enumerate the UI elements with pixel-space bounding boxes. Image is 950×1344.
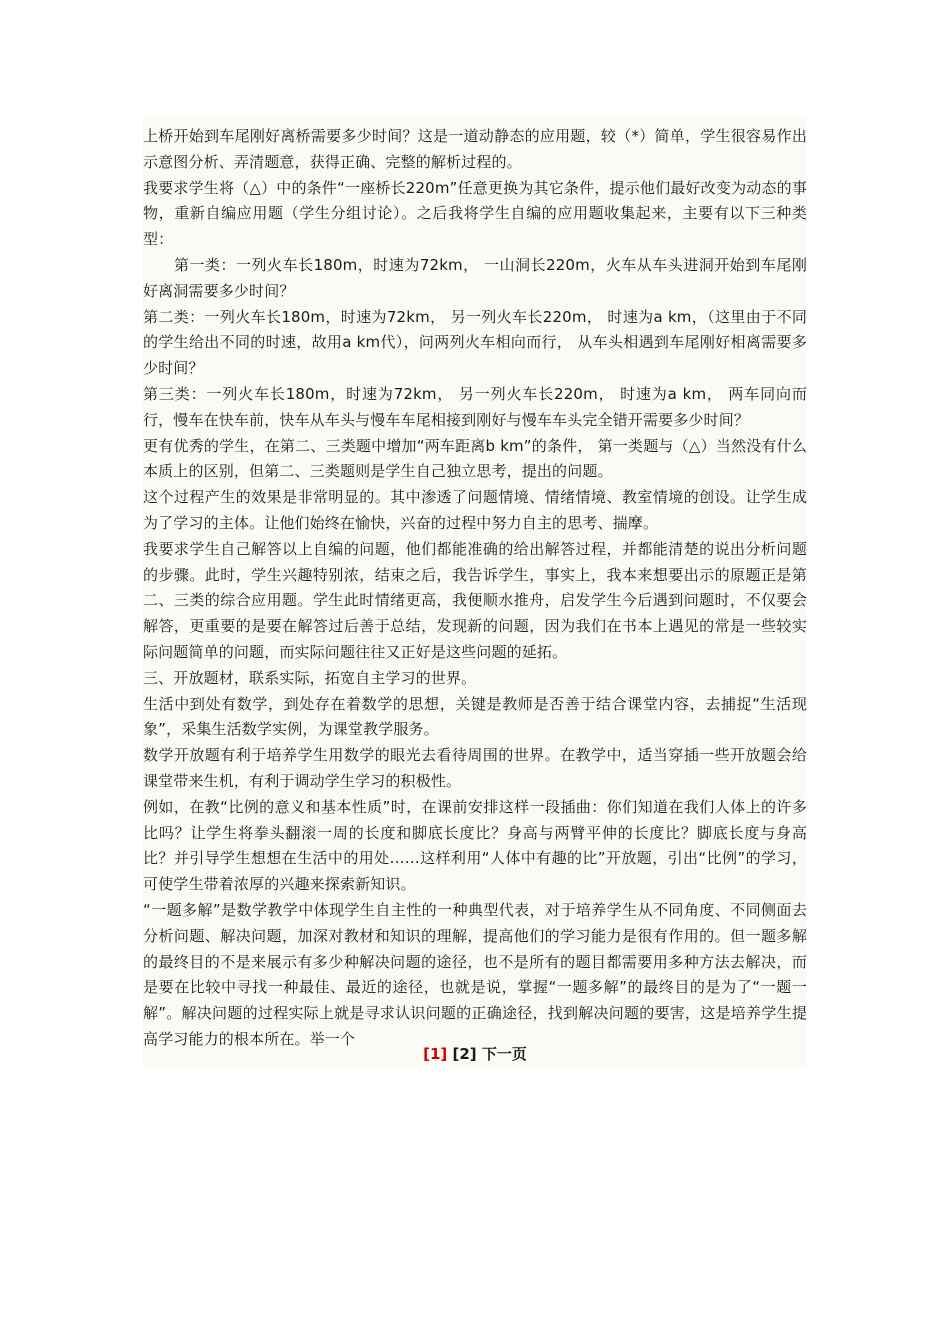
section-heading: 三、开放题材，联系实际，拓宽自主学习的世界。 bbox=[143, 668, 477, 687]
paragraph-7: 这个过程产生的效果是非常明显的。其中渗透了问题情境、情绪情境、教室情境的创设。让学生成为了学习的主体。让他们始终在愉快，兴奋的过程中努力自主的思考、揣摩。 bbox=[143, 488, 807, 532]
paragraph-1: 上桥开始到车尾刚好离桥需要多少时间？这是一道动静态的应用题，较（*）简单，学生很容易作出示意图分析、弄清题意，获得正确、完整的解析过程的。 bbox=[143, 127, 807, 171]
page-link-2[interactable]: [2] bbox=[452, 1045, 477, 1063]
paragraph-12: 例如，在教“比例的意义和基本性质”时，在课前安排这样一段插曲：你们知道在我们人体上的许多比吗？让学生将拳头翻滚一周的长度和脚底长度比？身高与两臂平伸的长度比？脚底长度与身高比？并引导学生想想在生活中的用处……这样利用“人体中有趣的比”开放题，引出“比例”的学习，可使学生带着浓厚的兴趣来探索新知识。 bbox=[143, 797, 807, 894]
paragraph-10: 生活中到处有数学，到处存在着数学的思想，关键是教师是否善于结合课堂内容，去捕捉“生活现象”，采集生活数学实例，为课堂教学服务。 bbox=[143, 694, 807, 739]
pagination bbox=[143, 1044, 807, 1064]
next-page-link[interactable]: 下一页 bbox=[481, 1045, 527, 1063]
paragraph-6: 更有优秀的学生，在第二、三类题中增加“两车距离b km”的条件， 第一类题与（△）当然没有什么本质上的区别，但第二、三类题则是学生自己独立思考，提出的问题。 bbox=[143, 436, 807, 481]
paragraph-3: 第一类：一列火车长180m，时速为72km， 一山洞长220m，火车从车头进洞开始到车尾刚好离洞需要多少时间？ bbox=[143, 255, 807, 300]
article-body bbox=[143, 124, 807, 1053]
paragraph-11: 数学开放题有利于培养学生用数学的眼光去看待周围的世界。在教学中，适当穿插一些开放题会给课堂带来生机，有利于调动学生学习的积极性。 bbox=[143, 746, 807, 790]
page-link-1[interactable]: [1] bbox=[423, 1045, 448, 1063]
paragraph-2: 我要求学生将（△）中的条件“一座桥长220m”任意更换为其它条件，提示他们最好改变为动态的事物，重新自编应用题（学生分组讨论）。之后我将学生自编的应用题收集起来，主要有以下三种类型： bbox=[143, 178, 807, 249]
paragraph-8: 我要求学生自己解答以上自编的问题，他们都能准确的给出解答过程，并都能清楚的说出分析问题的步骤。此时，学生兴趣特别浓，结束之后，我告诉学生，事实上，我本来想要出示的原题正是第二、三类的综合应用题。学生此时情绪更高，我便顺水推舟，启发学生今后遇到问题时，不仅要会解答，更重要的是要在解答过后善于总结，发现新的问题，因为我们在书本上遇见的常是一些较实际问题简单的问题，而实际问题往往又正好是这些问题的延拓。 bbox=[143, 539, 807, 661]
paragraph-4: 第二类：一列火车长180m，时速为72km， 另一列火车长220m， 时速为a km，（这里由于不同的学生给出不同的时速，故用a km代），问两列火车相向而行， 从车头相遇到车尾刚好相离需要多少时间？ bbox=[143, 307, 807, 378]
document-page bbox=[143, 116, 807, 1068]
paragraph-5: 第三类：一列火车长180m，时速为72km， 另一列火车长220m， 时速为a km， 两车同向而行，慢车在快车前，快车从车头与慢车车尾相接到刚好与慢车车头完全错开需要多少时间？ bbox=[143, 384, 807, 429]
paragraph-13: “一题多解”是数学教学中体现学生自主性的一种典型代表，对于培养学生从不同角度、不同侧面去分析问题、解决问题，加深对教材和知识的理解，提高他们的学习能力是很有作用的。但一题多解的最终目的不是来展示有多少种解决问题的途径，也不是所有的题目都需要用多种方法去解决，而是要在比较中寻找一种最佳、最近的途径，也就是说，掌握“一题多解”的最终目的是为了“一题一解”。解决问题的过程实际上就是寻求认识问题的正确途径，找到解决问题的要害，这是培养学生提高学习能力的根本所在。举一个 bbox=[143, 900, 807, 1048]
